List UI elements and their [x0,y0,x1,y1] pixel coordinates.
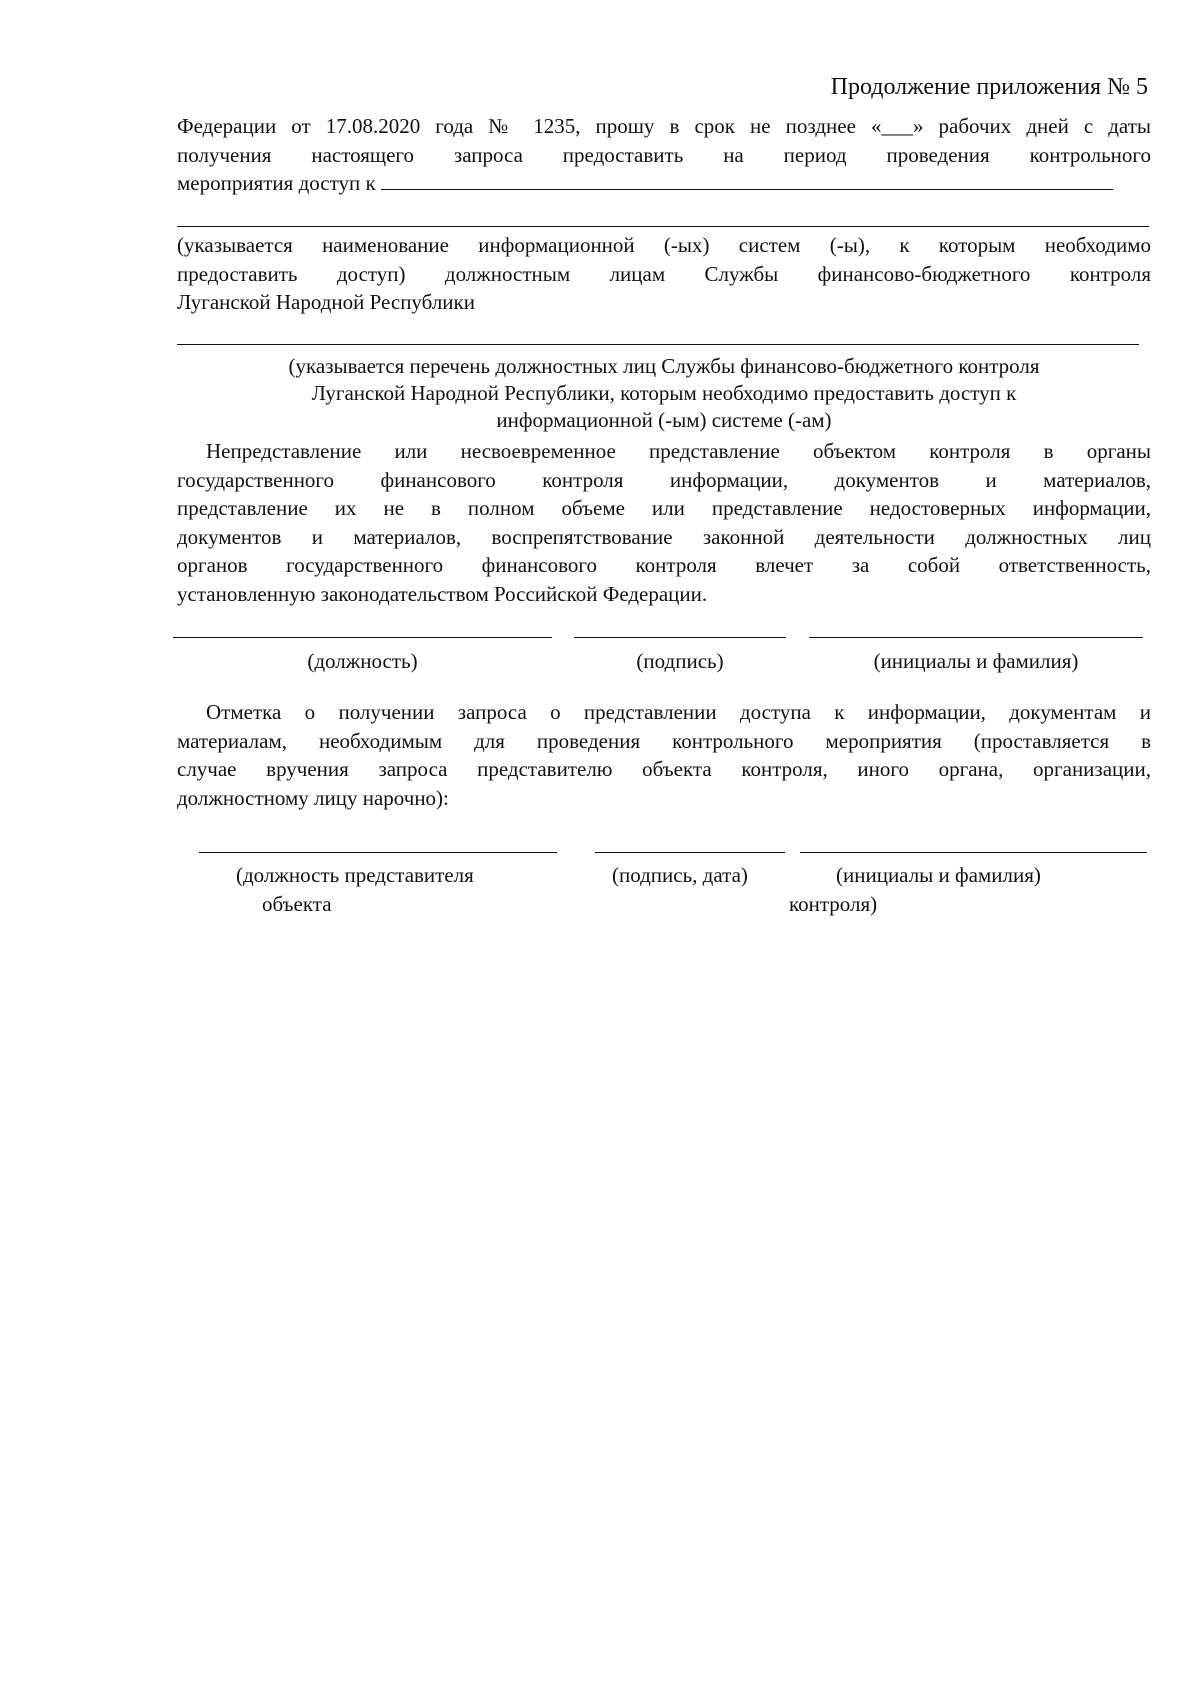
access-target-field[interactable] [381,171,1113,190]
representative-position-line[interactable] [199,852,557,853]
officials-note-line-1: (указывается перечень должностных лиц Службы финансово-бюджетного контроля [288,354,1040,378]
officials-list-field[interactable] [177,344,1139,345]
access-target-field-line-2[interactable] [177,226,1149,227]
liability-line-5: органов государственного финансового контроля влечет за собой ответственность, [177,553,1151,577]
representative-control-caption: контроля) [789,892,878,916]
request-paragraph [177,112,1151,198]
position-signature-line[interactable] [173,637,552,638]
receipt-note-line-3: случае вручения запроса представителю объекта контроля, иного органа, организации, [177,757,1151,781]
signature-line[interactable] [574,637,786,638]
name-signature-line[interactable] [809,637,1143,638]
representative-name-caption: (инициалы и фамилия) [836,863,1041,887]
liability-line-4: документов и материалов, воспрепятствование законной деятельности должностных лиц [177,524,1151,549]
representative-position-caption-line-2: объекта [262,892,332,916]
liability-line-3: представление их не в полном объеме или представление недостоверных информации, [177,496,1151,520]
officials-note [177,353,1151,434]
request-line-2: получения настоящего запроса предоставить на период проведения контрольного [177,142,1151,167]
systems-note-line-2: предоставить доступ) должностным лицам Службы финансово-бюджетного контроля [177,261,1151,286]
request-line-3 [177,169,1151,198]
representative-name-line[interactable] [800,852,1147,853]
systems-note [177,231,1151,317]
representative-position-caption-line-1: (должность представителя [236,863,474,887]
liability-line-6: установленную законодательством Российской Федерации. [177,581,708,606]
systems-note-line-3: Луганской Народной Республики [177,290,475,314]
officials-note-line-3: информационной (-ым) системе (-ам) [496,408,832,432]
liability-paragraph [177,437,1151,608]
name-caption: (инициалы и фамилия) [873,649,1079,673]
appendix-heading: Продолжение приложения № 5 [830,74,1148,100]
request-line-1: Федерации от 17.08.2020 года № 1235, прошу в срок не позднее «___» рабочих дней с даты [177,114,1151,138]
receipt-note-line-1: Отметка о получении запроса о представлении доступа к информации, документам и [206,700,1151,724]
liability-line-1: Непредставление или несвоевременное представление объектом контроля в органы [206,439,1151,463]
receipt-note-line-4: должностному лицу нарочно): [177,785,449,810]
receipt-note-line-2: материалам, необходимым для проведения контрольного мероприятия (проставляется в [177,728,1151,753]
representative-signature-date-caption: (подпись, дата) [612,863,748,887]
signature-caption: (подпись) [636,649,724,673]
liability-line-2: государственного финансового контроля информации, документов и материалов, [177,467,1151,492]
officials-note-line-2: Луганской Народной Республики, которым необходимо предоставить доступ к [311,381,1017,405]
request-line-3-text: мероприятия доступ к [177,171,376,195]
systems-note-line-1: (указывается наименование информационной (-ых) систем (-ы), к которым необходимо [177,233,1151,257]
representative-signature-date-line[interactable] [595,852,785,853]
position-caption: (должность) [307,649,418,673]
receipt-note-paragraph [177,698,1151,812]
